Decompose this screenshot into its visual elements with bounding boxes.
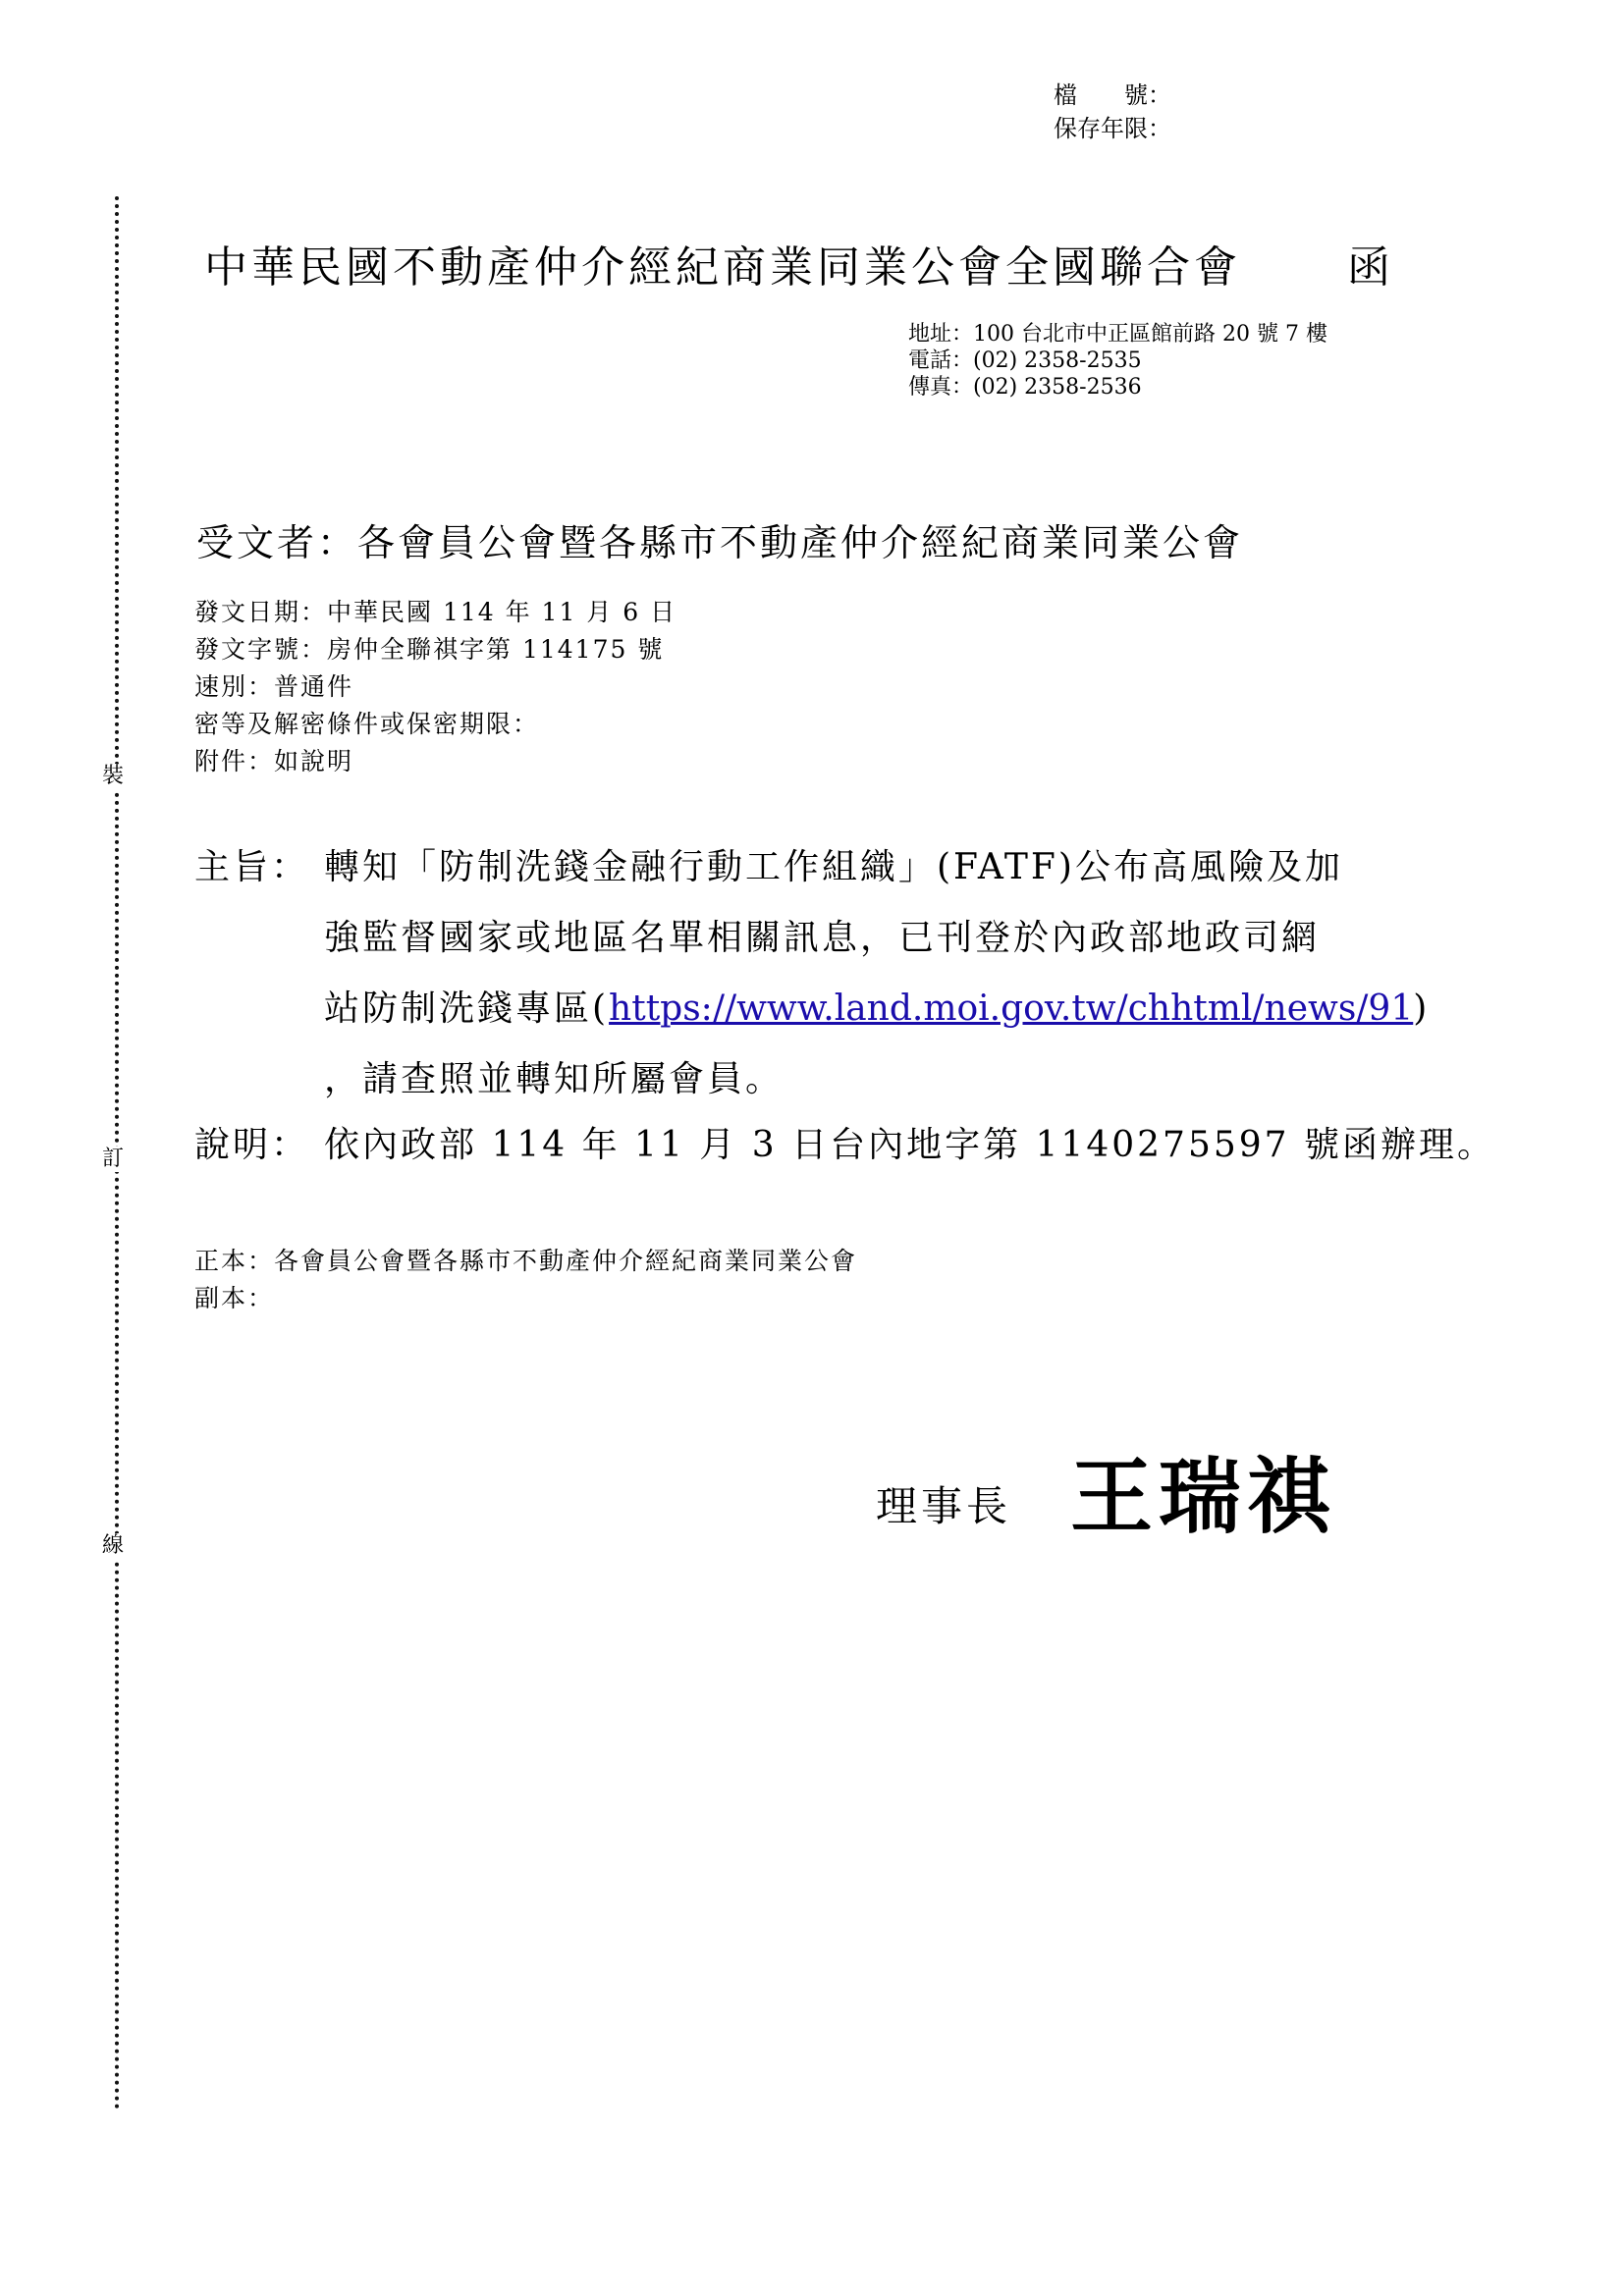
copy-recipients: 副本：: [194, 1284, 275, 1312]
signature-title: 理事長: [876, 1482, 1012, 1530]
subject-line-2: 強監督國家或地區名單相關訊息，已刊登於內政部地政司網: [324, 918, 1321, 958]
reference-number: 發文字號：房仲全聯祺字第 114175 號: [194, 635, 665, 664]
organization-name: 中華民國不動產仲介經紀商業同業公會全國聯合會: [204, 242, 1241, 293]
subject-line-3: [324, 974, 1430, 1044]
binding-mark-ding: 訂: [102, 1147, 125, 1171]
explanation-label: 說明：: [194, 1125, 310, 1165]
document-type: 函: [1347, 242, 1394, 293]
subject-line-1: 轉知「防制洗錢金融行動工作組織」(FATF)公布高風險及加: [324, 847, 1343, 887]
subject-line-3-suffix: ): [1413, 988, 1431, 1029]
file-number-label: 檔 號：: [1054, 81, 1171, 109]
recipient: 受文者：各會員公會暨各縣市不動產仲介經紀商業同業公會: [196, 521, 1244, 564]
security-level: 密等及解密條件或保密期限：: [194, 710, 540, 738]
address: 地址：100 台北市中正區館前路 20 號 7 樓: [908, 322, 1327, 347]
phone: 電話：(02) 2358-2535: [908, 348, 1142, 373]
moi-aml-link[interactable]: https://www.land.moi.gov.tw/chhtml/news/91: [609, 988, 1414, 1029]
binding-mark-xian: 線: [102, 1533, 125, 1558]
attachment: 附件：如說明: [194, 747, 354, 775]
explanation-text: 依內政部 114 年 11 月 3 日台內地字第 1140275597 號函辦理。: [324, 1125, 1496, 1165]
binding-mark-zhuang: 裝: [102, 764, 125, 788]
retention-period-label: 保存年限：: [1054, 115, 1171, 142]
speed-category: 速別：普通件: [194, 672, 354, 701]
subject-line-4: ，請查照並轉知所屬會員。: [324, 1059, 785, 1099]
subject-label: 主旨：: [194, 847, 310, 887]
signature-name: 王瑞祺: [1070, 1448, 1336, 1545]
issue-date: 發文日期：中華民國 114 年 11 月 6 日: [194, 598, 677, 626]
subject-line-3-prefix: 站防制洗錢專區(: [324, 988, 610, 1029]
fax: 傳真：(02) 2358-2536: [908, 375, 1142, 400]
original-recipients: 正本：各會員公會暨各縣市不動產仲介經紀商業同業公會: [194, 1247, 858, 1275]
